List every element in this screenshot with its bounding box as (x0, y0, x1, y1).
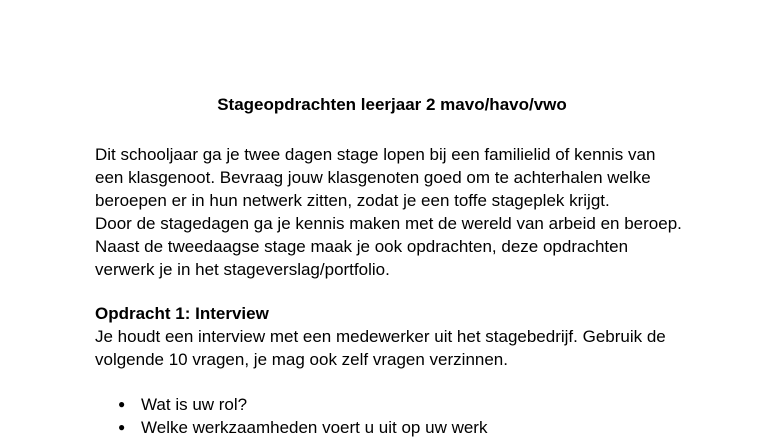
intro-line: verwerk je in het stageverslag/portfolio. (95, 260, 390, 279)
intro-line: Door de stagedagen ga je kennis maken met de wereld van arbeid en beroep. (95, 214, 682, 233)
list-item (0, 393, 784, 416)
question-list (0, 393, 784, 439)
list-item-text: Wat is uw rol? (141, 395, 248, 414)
bullet-icon: ● (118, 420, 126, 434)
intro-line: een klasgenoot. Bevraag jouw klasgenoten goed om te achterhalen welke (95, 168, 651, 187)
bullet-icon: ● (118, 397, 126, 411)
intro-paragraph (95, 143, 735, 281)
section-line: Je houdt een interview met een medewerker uit het stagebedrijf. Gebruik de (95, 327, 666, 346)
section-paragraph (95, 325, 735, 371)
intro-line: Dit schooljaar ga je twee dagen stage lopen bij een familielid of kennis van (95, 145, 656, 164)
list-item (0, 416, 784, 439)
intro-line: Naast de tweedaagse stage maak je ook opdrachten, deze opdrachten (95, 237, 629, 256)
list-item-text: Welke werkzaamheden voert u uit op uw werk (141, 418, 488, 437)
section-line: volgende 10 vragen, je mag ook zelf vragen verzinnen. (95, 350, 508, 369)
intro-line: beroepen er in hun netwerk zitten, zodat je een toffe stageplek krijgt. (95, 191, 610, 210)
document-title: Stageopdrachten leerjaar 2 mavo/havo/vwo (217, 95, 567, 114)
section-heading: Opdracht 1: Interview (95, 304, 269, 323)
